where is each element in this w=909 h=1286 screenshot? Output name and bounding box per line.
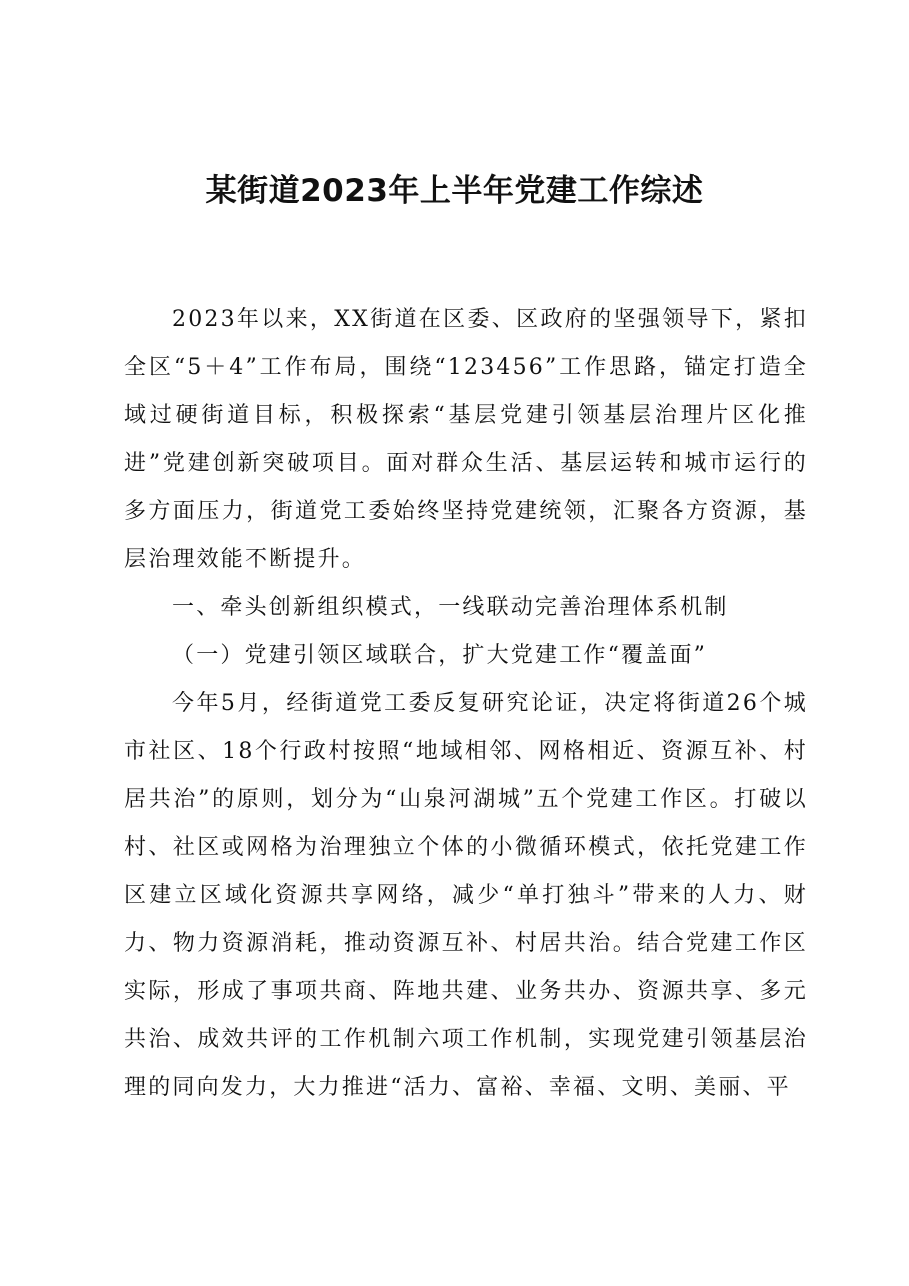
subsection-heading-1: （一）党建引领区域联合，扩大党建工作“覆盖面” — [172, 643, 708, 668]
intro-paragraph: 2023年以来，XX街道在区委、区政府的坚强领导下，紧扣全区“5＋4”工作布局，围绕“123456”工作思路，锚定打造全域过硬街道目标，积极探索“基层党建引领基层治理片区化推进”党建创新突破项目。面对群众生活、基层运转和城市运行的多方面压力，街道党工委始终坚持党建统领，汇聚各方资源，基层治理效能不断提升。 — [124, 307, 808, 572]
subsection-heading-block — [124, 632, 808, 680]
section-heading-block — [124, 584, 808, 632]
document-title: 某街道2023年上半年党建工作综述 — [205, 173, 704, 209]
body-paragraph-block — [124, 680, 808, 1112]
intro-paragraph-block — [124, 296, 808, 584]
section-heading-1: 一、牵头创新组织模式，一线联动完善治理体系机制 — [172, 595, 729, 620]
body-paragraph-1: 今年5月，经街道党工委反复研究论证，决定将街道26个城市社区、18个行政村按照“地域相邻、网格相近、资源互补、村居共治”的原则，划分为“山泉河湖城”五个党建工作区。打破以村、社区或网格为治理独立个体的小微循环模式，依托党建工作区建立区域化资源共享网络，减少“单打独斗”带来的人力、财力、物力资源消耗，推动资源互补、村居共治。结合党建工作区实际，形成了事项共商、阵地共建、业务共办、资源共享、多元共治、成效共评的工作机制六项工作机制，实现党建引领基层治理的同向发力，大力推进“活力、富裕、幸福、文明、美丽、平 — [124, 691, 808, 1100]
